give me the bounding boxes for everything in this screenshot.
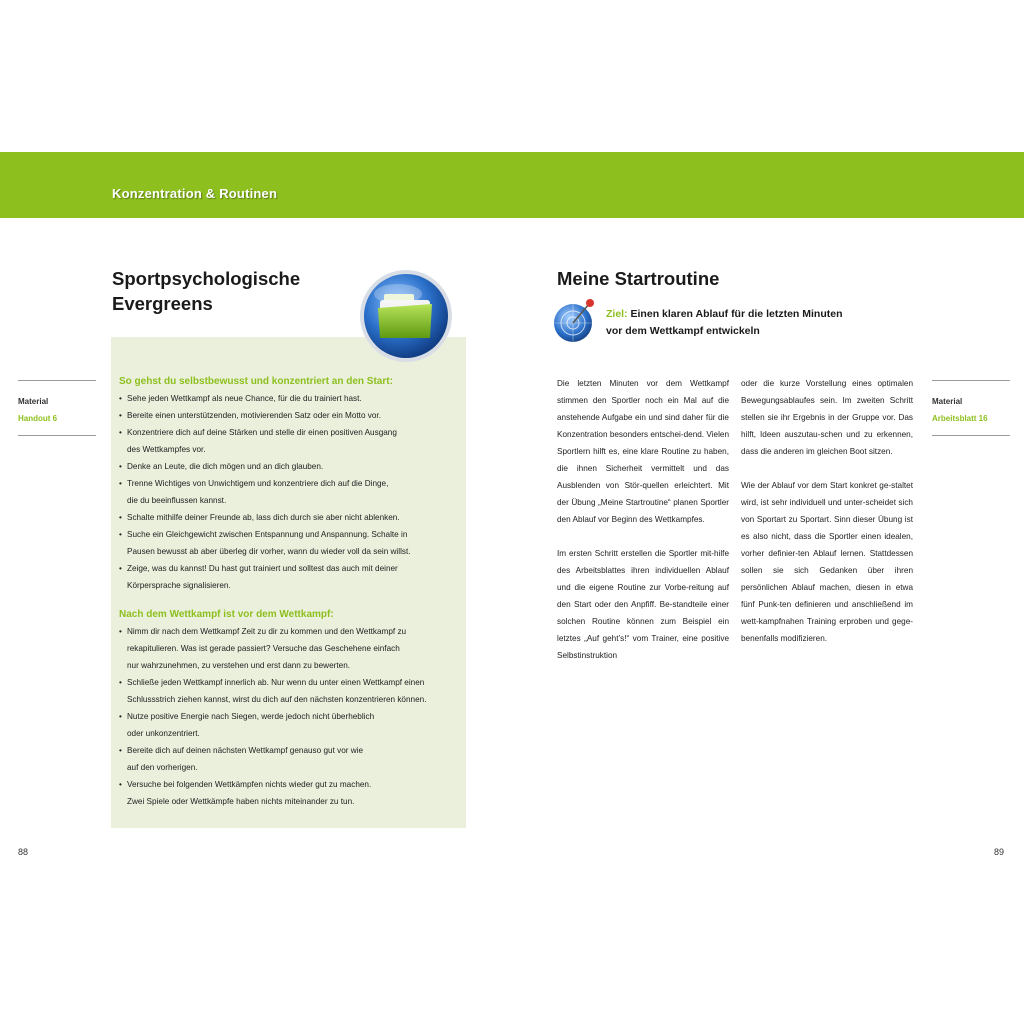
list-item-continuation: Körpersprache signalisieren. xyxy=(127,581,231,590)
list-item: • Schließe jeden Wettkampf innerlich ab. Nur wenn du unter einen Wettkampf einen xyxy=(119,674,464,691)
sidenote-ref: Arbeitsblatt 16 xyxy=(932,414,988,423)
list-item: • Zeige, was du kannst! Du hast gut trainiert und solltest das auch mit deiner xyxy=(119,560,464,577)
sidenote-ref: Handout 6 xyxy=(18,414,58,423)
list-item-continuation: Pausen bewusst ab aber überleg dir vorher, wann du wieder voll da sein willst. xyxy=(127,547,411,556)
list-item: • Schalte mithilfe deiner Freunde ab, lass dich durch sie aber nicht ablenken. xyxy=(119,509,464,526)
left-page-title xyxy=(112,266,300,316)
sidenote-label: Material xyxy=(18,397,49,406)
paragraph: Die letzten Minuten vor dem Wettkampf stimmen den Sportler noch ein Mal auf die anstehende Aufgabe ein und sind daher für die Konzentration besonders entschei-dend. Vielen Sportlern hilft es, eine klare Routine zu haben, die ihnen Sicherheit vermittelt und das Ausblenden von Stör-quellen erleichtert. Mit der Übung „Meine Startroutine“ planen Sportler den Ablauf vor Beginn des Wettkampfes. xyxy=(557,379,729,524)
list-item-continuation: Schlussstrich ziehen kannst, wirst du dich auf den nächsten konzentrieren können. xyxy=(127,695,427,704)
evergreens-box xyxy=(111,337,466,828)
list-item: • Nutze positive Energie nach Siegen, werde jedoch nicht überheblich xyxy=(119,708,464,725)
goal-statement xyxy=(606,306,842,340)
list-item: • Sehe jeden Wettkampf als neue Chance, für die du trainiert hast. xyxy=(119,390,464,407)
list-item-continuation: rekapitulieren. Was ist gerade passiert? Versuche das Geschehene einfach xyxy=(127,644,400,653)
list-item: • Bereite dich auf deinen nächsten Wettkampf genauso gut vor wie xyxy=(119,742,464,759)
list-item-continuation: auf den vorherigen. xyxy=(127,763,198,772)
goal-line-1: Einen klaren Ablauf für die letzten Minuten xyxy=(630,308,843,320)
target-dart-icon xyxy=(553,298,597,344)
list-item: • Bereite einen unterstützenden, motivierenden Satz oder ein Motto vor. xyxy=(119,407,464,424)
goal-line-2: vor dem Wettkampf entwickeln xyxy=(606,325,760,337)
sidenote-rule-bottom xyxy=(932,435,1010,436)
sidenote-rule-bottom xyxy=(18,435,96,436)
list-item: • Denke an Leute, die dich mögen und an dich glauben. xyxy=(119,458,464,475)
text-column-1 xyxy=(557,375,729,681)
right-page-title: Meine Startroutine xyxy=(557,268,720,289)
list-item-continuation: nur wahrzunehmen, zu verstehen und erst dann zu bewerten. xyxy=(127,661,351,670)
section-title-after: Nach dem Wettkampf ist vor dem Wettkampf: xyxy=(119,609,334,620)
paragraph: Im ersten Schritt erstellen die Sportler mit-hilfe des Arbeitsblattes ihren individuellen Ablauf und die eigene Routine zur Vorbe-reitung auf den Start oder den Anpfiff. Be-standteile einer solchen Routine können zum Beispiel ein letztes „Auf geht’s!“ vom Trainer, eine positive Selbstinstruktion xyxy=(557,549,729,660)
list-item: • Trenne Wichtiges von Unwichtigem und konzentriere dich auf die Dinge, xyxy=(119,475,464,492)
right-sidenote xyxy=(932,380,1010,436)
section-title-start: So gehst du selbstbewusst und konzentriert an den Start: xyxy=(119,376,393,387)
start-tips-list xyxy=(119,390,464,594)
list-item: • Nimm dir nach dem Wettkampf Zeit zu dir zu kommen und den Wettkampf zu xyxy=(119,623,464,640)
list-item-continuation: die du beeinflussen kannst. xyxy=(127,496,227,505)
folder-icon xyxy=(358,268,454,364)
sidenote-label: Material xyxy=(932,397,963,406)
list-item-continuation: oder unkonzentriert. xyxy=(127,729,200,738)
chapter-title: Konzentration & Routinen xyxy=(112,186,278,201)
sidenote-rule-top xyxy=(18,380,96,381)
text-column-2 xyxy=(741,375,913,664)
left-sidenote xyxy=(18,380,96,436)
paragraph: oder die kurze Vorstellung eines optimalen Bewegungsablaufes sein. Im zweiten Schritt stellen sie ihr Ergebnis in der Gruppe vor. Das hilft, Ideen auszutau-schen und zu erkennen, dass die anderen im gleichen Boot sitzen. xyxy=(741,379,913,456)
list-item-continuation: Zwei Spiele oder Wettkämpfe haben nichts miteinander zu tun. xyxy=(127,797,355,806)
list-item: • Versuche bei folgenden Wettkämpfen nichts wieder gut zu machen. xyxy=(119,776,464,793)
box-content xyxy=(119,373,464,810)
title-line-2: Evergreens xyxy=(112,293,213,314)
after-tips-list xyxy=(119,623,464,810)
list-item: • Suche ein Gleichgewicht zwischen Entspannung und Anspannung. Schalte in xyxy=(119,526,464,543)
goal-prefix: Ziel: xyxy=(606,308,628,320)
page-number-left: 88 xyxy=(18,847,29,857)
page-number-right: 89 xyxy=(994,847,1005,857)
sidenote-rule-top xyxy=(932,380,1010,381)
title-line-1: Sportpsychologische xyxy=(112,268,301,289)
list-item-continuation: des Wettkampfes vor. xyxy=(127,445,206,454)
list-item: • Konzentriere dich auf deine Stärken und stelle dir einen positiven Ausgang xyxy=(119,424,464,441)
chapter-band xyxy=(0,152,1024,218)
paragraph: Wie der Ablauf vor dem Start konkret ge-staltet wird, ist sehr individuell und unter-scheidet sich von Sportart zu Sportart. Sinn dieser Übung ist es also nicht, dass die Sportler einen idealen, vorher definier-ten Ablauf lernen. Stattdessen sollen sie sich Gedanken über ihren persönlichen Ablauf machen, diesen in etwa fünf Punk-ten definieren und anschließend im wett-kampfnahen Training erproben und gege-benenfalls modifizieren. xyxy=(741,481,913,643)
